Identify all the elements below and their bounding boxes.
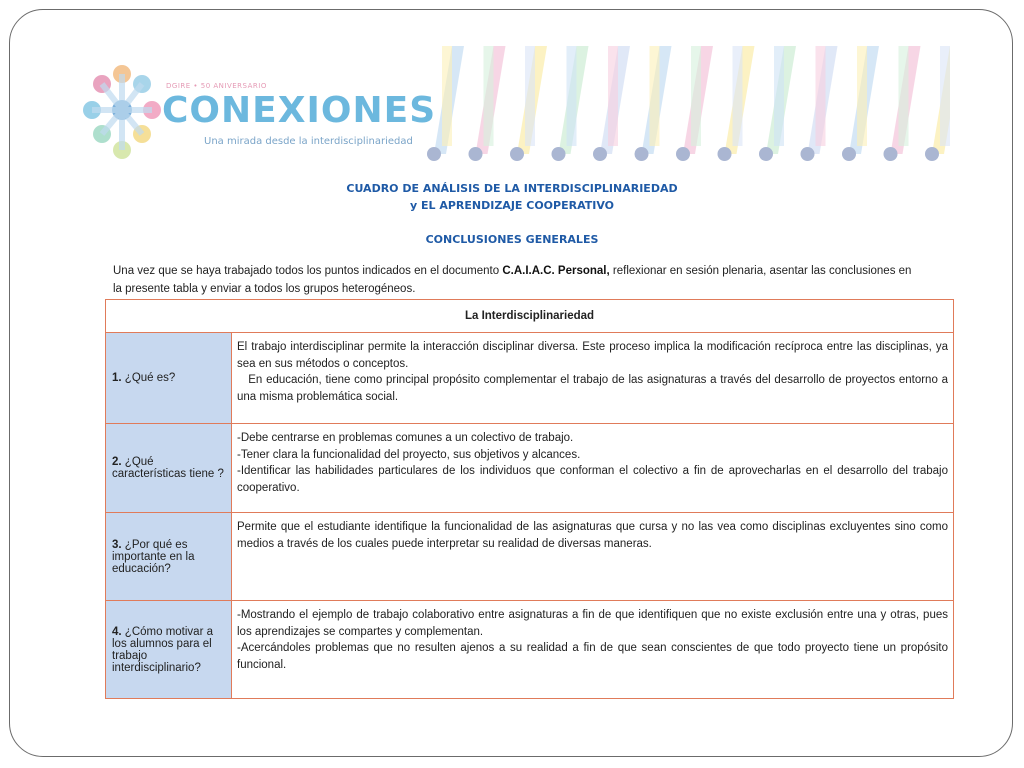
answer-line: Permite que el estudiante identifique la funcionalidad de las asignaturas que cursa y no las vea como disciplinas excluyentes sino como medios a través de los cuales puede interpretar su realidad de diversas maneras. (237, 521, 948, 550)
decorative-stripes-icon (420, 44, 950, 164)
table-header: La Interdisciplinariedad (106, 300, 954, 333)
question-number: 4. (112, 625, 122, 638)
stripe-dot (676, 147, 690, 161)
intro-bold-doc: C.A.I.A.C. Personal, (502, 265, 610, 277)
stripe-dot (427, 147, 441, 161)
answer-line: -Identificar las habilidades particulares de los individuos que conforman el colectivo a fin de aprovecharlas en el desarrollo del trabajo cooperativo. (237, 465, 948, 494)
stripe-bar (940, 46, 950, 146)
answer-line: -Tener clara la funcionalidad del proyecto, sus objetivos y alcances. (237, 448, 581, 461)
stripe-dot (510, 147, 524, 161)
stripe-dot (469, 147, 483, 161)
answer-line: El trabajo interdisciplinar permite la interacción disciplinar diversa. Este proceso implica la modificación recíproca entre las disciplinas, ya sea en sus métodos o conceptos. (237, 341, 948, 370)
answer-line: -Mostrando el ejemplo de trabajo colaborativo entre asignaturas a fin de que identifiquen que no existe exclusión entre una y otras, pues los aprendizajes se compartes y complementan. (237, 609, 948, 638)
question-cell (106, 333, 232, 424)
table-row (106, 333, 954, 424)
intro-paragraph (113, 262, 913, 298)
answer-cell (232, 424, 954, 513)
question-text: ¿Qué es? (124, 372, 176, 384)
stripe-bar (857, 46, 867, 146)
logo-tagline: Una mirada desde la interdisciplinariedad (204, 136, 413, 147)
stripe-dot (884, 147, 898, 161)
document-subtitle: CONCLUSIONES GENERALES (425, 233, 599, 246)
table-header-row (106, 300, 954, 333)
logo-wordmark: CONEXIONES (162, 90, 437, 131)
question-text: ¿Cómo motivar a los alumnos para el trabajo interdisciplinario? (112, 625, 213, 674)
question-number: 3. (112, 538, 122, 551)
logo-top-text: DGIRE • 50 ANIVERSARIO (166, 82, 267, 90)
question-number: 1. (112, 372, 122, 384)
stripe-bar (691, 46, 701, 146)
stripe-dot (925, 147, 939, 161)
question-cell (106, 601, 232, 699)
table-row (106, 424, 954, 513)
stripe-dot (801, 147, 815, 161)
stripe-dot (759, 147, 773, 161)
question-text: ¿Qué características tiene ? (112, 456, 224, 480)
question-text: ¿Por qué es importante en la educación? (112, 538, 195, 575)
question-cell (106, 513, 232, 601)
table-row (106, 601, 954, 699)
stripe-bar (733, 46, 743, 146)
question-cell (106, 424, 232, 513)
stripe-bar (899, 46, 909, 146)
stripe-bar (567, 46, 577, 146)
stripe-bar (816, 46, 826, 146)
stripe-bar (442, 46, 452, 146)
stripe-dot (842, 147, 856, 161)
stripe-dot (552, 147, 566, 161)
intro-text-2: reflexionar en sesión plenaria, asentar las conclusiones en la presente tabla y enviar a todos los grupos heterogéneos. (113, 265, 912, 295)
answer-line: En educación, tiene como principal propósito complementar el trabajo de las asignaturas a través del desarrollo de proyectos entorno a una misma problemática social. (237, 374, 952, 403)
intro-text-1: Una vez que se haya trabajado todos los puntos indicados en el documento (113, 265, 503, 277)
answer-cell (232, 513, 954, 601)
stripe-dot (593, 147, 607, 161)
answer-line: -Debe centrarse en problemas comunes a un colectivo de trabajo. (237, 432, 574, 444)
answer-cell (232, 601, 954, 699)
stripe-bar (774, 46, 784, 146)
table-row (106, 513, 954, 601)
stripe-bar (525, 46, 535, 146)
answer-cell (232, 333, 954, 424)
document-title-line2: y EL APRENDIZAJE COOPERATIVO (409, 199, 614, 212)
stripe-bar (484, 46, 494, 146)
question-number: 2. (112, 456, 122, 468)
conclusions-table (105, 299, 954, 699)
stripe-bar (650, 46, 660, 146)
stripe-dot (635, 147, 649, 161)
stripe-dot (718, 147, 732, 161)
document-title-line1: CUADRO DE ANÁLISIS DE LA INTERDISCIPLINARIEDAD (346, 182, 678, 195)
answer-line: -Acercándoles problemas que no resulten ajenos a su realidad a fin de que sean conscientes de que todo proyecto tiene un propósito funcional. (237, 642, 948, 671)
stripe-bar (608, 46, 618, 146)
